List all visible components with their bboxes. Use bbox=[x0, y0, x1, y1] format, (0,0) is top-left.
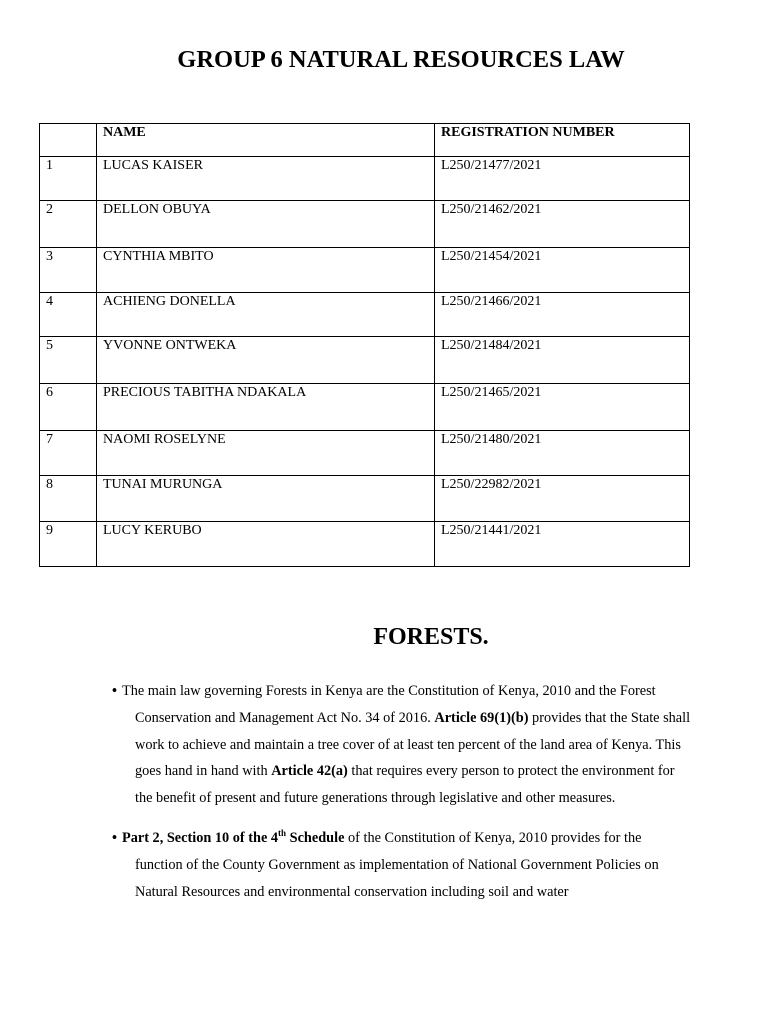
paragraph-text: that requires every person to protect the environment for the benefit of present and future generations through legislative and other measures. bbox=[135, 763, 675, 807]
table-row bbox=[40, 293, 690, 337]
row-number: 6 bbox=[40, 384, 97, 431]
registration-number: L250/21466/2021 bbox=[435, 293, 690, 337]
registration-number: L250/22982/2021 bbox=[435, 476, 690, 522]
table-row bbox=[40, 384, 690, 431]
header-registration-number: REGISTRATION NUMBER bbox=[435, 124, 690, 157]
table-row bbox=[40, 157, 690, 201]
table-header-row bbox=[40, 124, 690, 157]
row-number: 1 bbox=[40, 157, 97, 201]
paragraph-text: The main law governing Forests in Kenya are the Constitution of Kenya, 2010 and the Forest Conservation and Management Act No. 34 of 2016. bbox=[122, 683, 656, 726]
row-number: 9 bbox=[40, 522, 97, 567]
row-number: 8 bbox=[40, 476, 97, 522]
bullet-icon: • bbox=[112, 829, 118, 846]
table-row bbox=[40, 201, 690, 248]
section-heading-forests: FORESTS. bbox=[373, 624, 489, 650]
row-number: 2 bbox=[40, 201, 97, 248]
row-number: 7 bbox=[40, 431, 97, 476]
registration-number: L250/21441/2021 bbox=[435, 522, 690, 567]
list-item bbox=[112, 825, 692, 905]
registration-number: L250/21480/2021 bbox=[435, 431, 690, 476]
table-row bbox=[40, 522, 690, 567]
row-number: 5 bbox=[40, 337, 97, 384]
registration-number: L250/21465/2021 bbox=[435, 384, 690, 431]
paragraph-text: provides that the State shall work to achieve and maintain a tree cover of at least ten percent of the land area of Kenya. This goes hand in hand with bbox=[135, 709, 691, 780]
row-number: 4 bbox=[40, 293, 97, 337]
member-name: CYNTHIA MBITO bbox=[97, 248, 435, 293]
schedule-reference: Part 2, Section 10 of the 4 bbox=[122, 829, 279, 846]
member-name: PRECIOUS TABITHA NDAKALA bbox=[97, 384, 435, 431]
article-reference: Article 42(a) bbox=[271, 763, 348, 780]
ordinal-suffix: th bbox=[278, 828, 287, 839]
list-item bbox=[112, 678, 692, 812]
table-row bbox=[40, 431, 690, 476]
member-name: LUCY KERUBO bbox=[97, 522, 435, 567]
registration-number: L250/21484/2021 bbox=[435, 337, 690, 384]
row-number: 3 bbox=[40, 248, 97, 293]
member-name: YVONNE ONTWEKA bbox=[97, 337, 435, 384]
schedule-reference: Schedule bbox=[286, 829, 345, 846]
document-title: GROUP 6 NATURAL RESOURCES LAW bbox=[177, 46, 625, 73]
member-name: DELLON OBUYA bbox=[97, 201, 435, 248]
registration-number: L250/21462/2021 bbox=[435, 201, 690, 248]
table-row bbox=[40, 476, 690, 522]
table-row bbox=[40, 337, 690, 384]
paragraph-text: of the Constitution of Kenya, 2010 provides for the function of the County Government as implementation of National Government Policies on Natural Resources and environmental conservation including soil and water bbox=[135, 829, 659, 900]
forests-bullet-list bbox=[112, 678, 692, 918]
table-row bbox=[40, 248, 690, 293]
registration-number: L250/21477/2021 bbox=[435, 157, 690, 201]
member-name: ACHIENG DONELLA bbox=[97, 293, 435, 337]
article-reference: Article 69(1)(b) bbox=[434, 709, 529, 726]
member-name: LUCAS KAISER bbox=[97, 157, 435, 201]
header-number bbox=[40, 124, 97, 157]
registration-number: L250/21454/2021 bbox=[435, 248, 690, 293]
bullet-icon: • bbox=[112, 683, 118, 699]
header-name: NAME bbox=[97, 124, 435, 157]
member-name: TUNAI MURUNGA bbox=[97, 476, 435, 522]
member-name: NAOMI ROSELYNE bbox=[97, 431, 435, 476]
group-members-table bbox=[39, 123, 690, 567]
